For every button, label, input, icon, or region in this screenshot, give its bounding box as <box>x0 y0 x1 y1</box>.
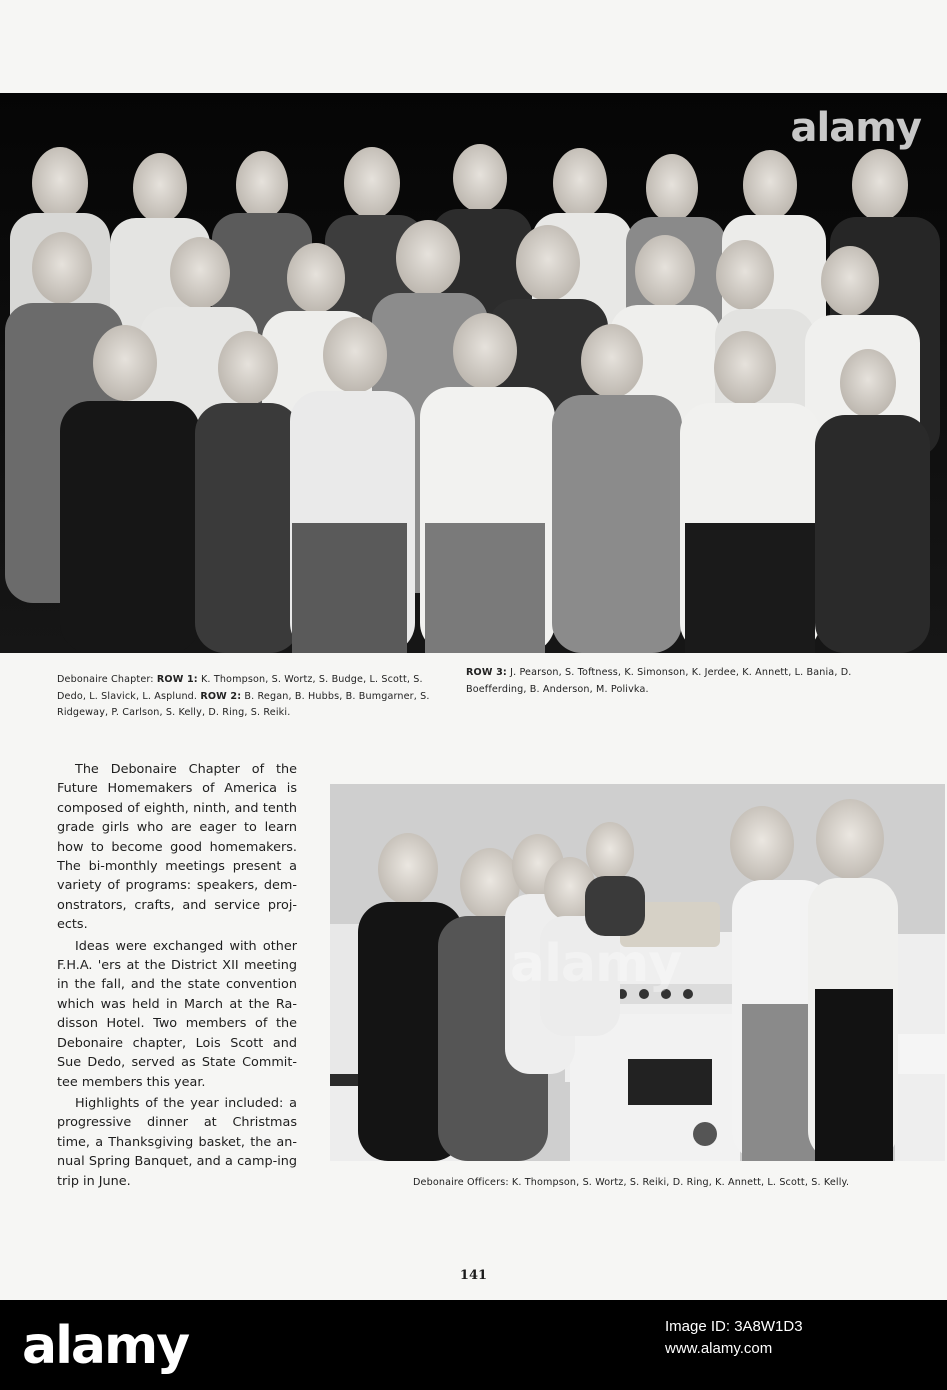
stock-footer-bar <box>0 1300 947 1390</box>
alamy-logo[interactable]: alamy <box>22 1316 189 1376</box>
officers-photo-caption: Debonaire Officers: K. Thompson, S. Wortz, S. Reiki, D. Ring, K. Annett, L. Scott, S. Kelly. <box>413 1177 850 1188</box>
officers-watermark: alamy <box>510 934 682 994</box>
article-paragraph-1: The Debonaire Chapter of the Future Homemakers of America is composed of eighth, ninth, and tenth grade girls who are eager to learn how to become good homemakers. The bi-monthly meetings present a variety of programs: speakers, dem-onstrators, crafts, and service proj-ects. <box>57 762 297 933</box>
caption-chapter-label: Debonaire Chapter: <box>57 674 157 685</box>
group-photo <box>0 93 947 653</box>
row-1-names: K. Thompson, S. Wortz, S. Budge, L. Scott, S. Dedo, L. Slavick, L. Asplund. <box>57 674 423 702</box>
row-2-names: B. Regan, B. Hubbs, B. Bumgarner, S. Ridgeway, P. Carlson, S. Kelly, D. Ring, S. Reiki. <box>57 690 430 718</box>
footer-url-link[interactable]: www.alamy.com <box>665 1340 773 1357</box>
page-number: 141 <box>459 1268 488 1283</box>
row-1-label: ROW 1: <box>156 674 198 685</box>
footer-meta <box>665 1316 925 1360</box>
article-body <box>57 760 297 1191</box>
officers-photo <box>330 784 945 1161</box>
image-id-label: Image ID: 3A8W1D3 <box>665 1318 803 1335</box>
row-2-label: ROW 2: <box>200 690 242 702</box>
row-3-label: ROW 3: <box>466 667 507 678</box>
officers-photo-image <box>330 784 945 1161</box>
row-3-names: J. Pearson, S. Toftness, K. Simonson, K. Jerdee, K. Annett, L. Bania, D. Boefferding, B. Anderson, M. Polivka. <box>466 667 852 695</box>
group-photo-image <box>0 93 947 653</box>
group-photo-caption-left <box>57 672 443 722</box>
article-paragraph-3: Highlights of the year included: a progressive dinner at Christmas time, a Thanksgiving basket, the an-nual Spring Banquet, and a camp-ing trip in June. <box>57 1095 297 1189</box>
article-paragraph-2: Ideas were exchanged with other F.H.A. 'ers at the District XII meeting in the fall, and the state convention which was held in March at the Ra-disson Hotel. Two members of the Debonaire chapter, Lois Scott and Sue Dedo, served as State Commit-tee members this year. <box>57 938 297 1090</box>
watermark: alamy <box>790 105 921 151</box>
group-photo-caption-right <box>466 665 886 698</box>
